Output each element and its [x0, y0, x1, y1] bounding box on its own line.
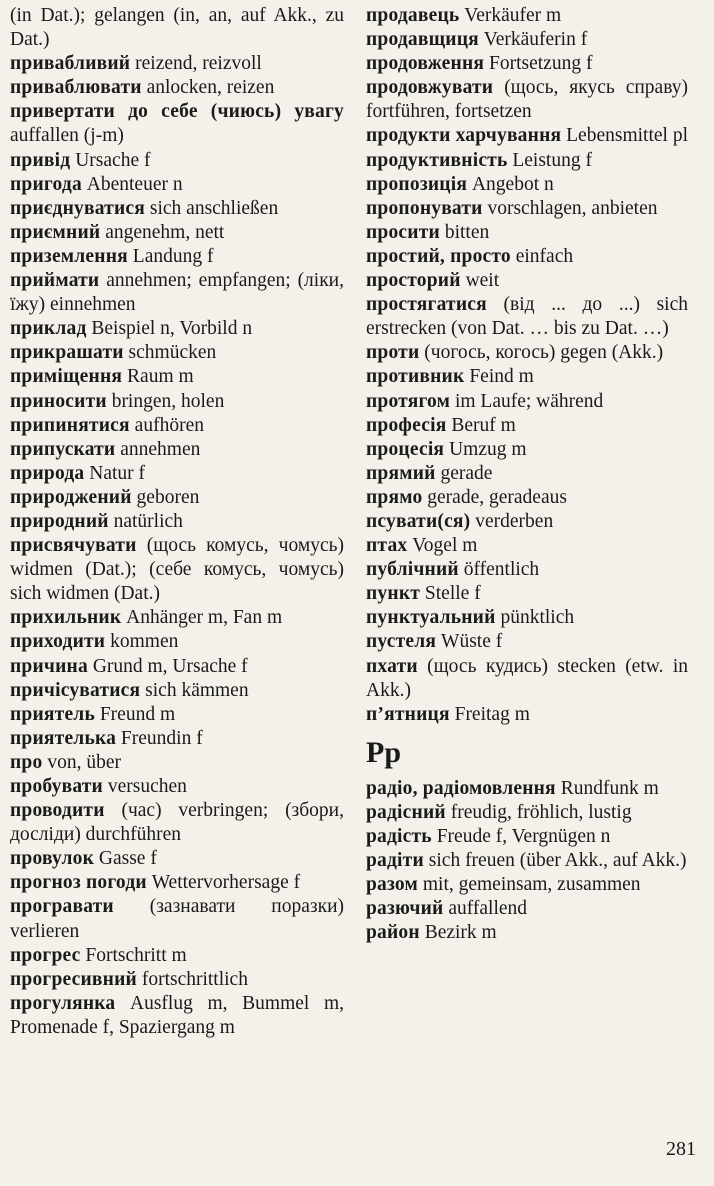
headword: разом — [366, 874, 418, 896]
translation: Verkäufer m — [459, 5, 562, 26]
translation: Beruf m — [446, 414, 516, 436]
translation: öffentlich — [458, 559, 540, 581]
headword: присвячувати — [10, 535, 137, 557]
page-number: 281 — [666, 1138, 696, 1160]
dictionary-entry — [10, 438, 344, 462]
translation: bringen, holen — [106, 390, 225, 412]
headword: простий, просто — [366, 245, 511, 267]
translation: Vogel m — [407, 535, 478, 557]
right-column-entries-r — [366, 777, 688, 946]
headword: пунктуальний — [366, 607, 496, 629]
dictionary-entry — [10, 245, 344, 269]
dictionary-entry — [10, 510, 344, 534]
headword: радіо, радіомовлення — [366, 777, 556, 799]
translation: Natur f — [84, 462, 146, 484]
headword: п’ятниця — [366, 703, 450, 725]
dictionary-entry — [366, 269, 688, 293]
translation: auffallen (j-m) — [10, 125, 124, 147]
section-header: Рр — [366, 735, 402, 769]
headword: пропозиція — [366, 173, 468, 195]
headword: прихильник — [10, 607, 122, 629]
dictionary-entry — [10, 775, 344, 799]
headword: прямий — [366, 462, 436, 484]
headword: прямо — [366, 486, 423, 508]
translation: einfach — [510, 245, 574, 267]
dictionary-entry — [366, 897, 688, 921]
dictionary-entry — [10, 679, 344, 703]
headword: проти — [366, 342, 420, 364]
translation: annehmen; empfangen; (ліки, їжу) einnehmen — [10, 270, 344, 316]
dictionary-entry — [10, 727, 344, 751]
dictionary-entry — [10, 847, 344, 871]
left-column — [10, 4, 344, 1040]
dictionary-entry — [366, 825, 688, 849]
dictionary-entry — [10, 390, 344, 414]
translation: Ausflug m, Bummel m, Promenade f, Spaziergang m — [10, 992, 344, 1038]
headword: програвати — [10, 896, 114, 918]
translation: Abenteuer n — [81, 173, 183, 195]
translation: Raum m — [122, 366, 194, 388]
dictionary-entry — [366, 414, 688, 438]
dictionary-entry — [366, 390, 688, 414]
headword: пункт — [366, 583, 421, 605]
headword: приходити — [10, 631, 106, 653]
dictionary-entry — [366, 438, 688, 462]
translation: Stelle f — [420, 583, 481, 605]
headword: припинятися — [10, 414, 130, 436]
headword: пропонувати — [366, 197, 483, 219]
headword: природний — [10, 510, 109, 532]
translation: angenehm, nett — [100, 221, 225, 243]
dictionary-entry — [10, 414, 344, 438]
dictionary-entry — [10, 871, 344, 895]
headword: протягом — [366, 390, 451, 412]
headword: простягатися — [366, 294, 487, 316]
headword: псувати(ся) — [366, 510, 471, 532]
headword: приєднуватися — [10, 197, 145, 219]
dictionary-entry — [366, 293, 688, 341]
headword: пригода — [10, 173, 82, 195]
right-column — [366, 4, 688, 945]
headword: продовження — [366, 53, 485, 75]
dictionary-entry — [10, 4, 344, 52]
headword: процесія — [366, 438, 445, 460]
headword: продавщиця — [366, 29, 479, 51]
translation: (чогось, когось) gegen (Akk.) — [419, 342, 664, 364]
headword: район — [366, 922, 420, 944]
headword: просити — [366, 221, 440, 243]
dictionary-entry — [366, 462, 688, 486]
dictionary-entry — [10, 895, 344, 943]
translation: Anhänger m, Fan m — [121, 607, 283, 629]
translation: Bezirk m — [419, 922, 497, 944]
translation: von, über — [42, 751, 121, 773]
headword: природа — [10, 462, 85, 484]
dictionary-entry — [366, 4, 688, 28]
headword: пробувати — [10, 776, 103, 797]
headword: публічний — [366, 559, 459, 581]
dictionary-entry — [10, 100, 344, 148]
translation: verderben — [470, 510, 554, 532]
headword: провулок — [10, 848, 94, 870]
translation: (час) verbringen; (збори, досліди) durchführen — [10, 800, 344, 846]
dictionary-entry — [366, 582, 688, 606]
translation: reizend, reizvoll — [130, 53, 262, 75]
dictionary-entry — [10, 655, 344, 679]
translation: Fortsetzung f — [484, 53, 593, 75]
dictionary-entry — [10, 462, 344, 486]
headword: прогрес — [10, 944, 81, 966]
headword: привабливий — [10, 53, 131, 75]
headword: продукти харчування — [366, 125, 562, 147]
headword: приклад — [10, 318, 87, 340]
dictionary-entry — [366, 777, 688, 801]
dictionary-entry — [366, 921, 688, 945]
headword: причина — [10, 655, 88, 677]
dictionary-entry — [366, 534, 688, 558]
dictionary-entry — [366, 510, 688, 534]
headword: противник — [366, 366, 465, 388]
dictionary-entry — [366, 245, 688, 269]
headword: причісуватися — [10, 679, 141, 701]
translation: Freund m — [94, 703, 176, 725]
headword: приміщення — [10, 366, 123, 388]
headword: прогноз погоди — [10, 872, 147, 894]
translation: schmücken — [123, 342, 217, 364]
translation: gerade — [435, 462, 493, 484]
translation: Verkäuferin f — [478, 29, 588, 51]
dictionary-entry — [10, 630, 344, 654]
translation: versuchen — [102, 776, 187, 797]
dictionary-entry — [10, 606, 344, 630]
translation: freudig, fröhlich, lustig — [445, 801, 632, 823]
translation: Wettervorhersage f — [146, 872, 301, 894]
headword: радісний — [366, 801, 446, 823]
dictionary-entry — [366, 655, 688, 703]
dictionary-entry — [366, 28, 688, 52]
translation: Umzug m — [444, 438, 527, 460]
dictionary-entry — [10, 751, 344, 775]
headword: прогресивний — [10, 968, 137, 990]
translation: kommen — [105, 631, 179, 653]
translation: Gasse f — [94, 848, 157, 870]
translation: pünktlich — [495, 607, 575, 629]
translation: (щось кудись) stecken (etw. in Akk.) — [366, 655, 688, 701]
translation: bitten — [439, 221, 490, 243]
translation: (щось, якусь справу) fortführen, fortsetzen — [366, 77, 688, 123]
headword: радіти — [366, 850, 424, 872]
translation: Fortschritt m — [80, 944, 187, 966]
headword: про — [10, 751, 43, 773]
headword: разючий — [366, 898, 444, 920]
translation: Angebot n — [467, 173, 554, 195]
dictionary-entry — [366, 149, 688, 173]
headword: привід — [10, 149, 71, 171]
dictionary-entry — [10, 486, 344, 510]
headword: пустеля — [366, 631, 437, 653]
dictionary-entry — [10, 317, 344, 341]
headword: приятелька — [10, 727, 117, 749]
translation: annehmen — [115, 438, 201, 460]
headword: продуктивність — [366, 149, 508, 171]
translation: Rundfunk m — [555, 777, 659, 799]
translation: weit — [460, 270, 500, 292]
right-column-entries — [366, 4, 688, 727]
dictionary-entry — [366, 124, 688, 148]
headword: просторий — [366, 270, 461, 292]
headword: припускати — [10, 438, 116, 460]
translation: fortschrittlich — [136, 968, 248, 990]
dictionary-entry — [10, 944, 344, 968]
headword: прикрашати — [10, 342, 124, 364]
translation: Freude f, Vergnügen n — [431, 826, 611, 847]
dictionary-entry — [366, 606, 688, 630]
translation: vorschlagen, anbieten — [482, 197, 658, 219]
dictionary-entry — [366, 558, 688, 582]
translation: gerade, geradeaus — [422, 486, 567, 508]
headword: приємний — [10, 221, 101, 243]
translation: Lebensmittel pl — [561, 125, 688, 147]
headword: приймати — [10, 270, 100, 292]
headword: радість — [366, 826, 432, 847]
dictionary-entry — [366, 341, 688, 365]
translation: (щось комусь, чомусь) widmen (Dat.); (себе комусь, чомусь) sich widmen (Dat.) — [10, 535, 344, 605]
translation: auffallend — [443, 898, 528, 920]
dictionary-entry — [366, 630, 688, 654]
dictionary-entry — [366, 801, 688, 825]
translation: Freitag m — [449, 703, 530, 725]
dictionary-entry — [366, 76, 688, 124]
translation: Ursache f — [70, 149, 151, 171]
translation: Feind m — [464, 366, 534, 388]
dictionary-entry — [366, 52, 688, 76]
headword: приземлення — [10, 245, 128, 267]
translation: Freundin f — [116, 727, 203, 749]
translation: Landung f — [127, 245, 214, 267]
headword: природжений — [10, 486, 132, 508]
dictionary-entry — [10, 149, 344, 173]
headword: приятель — [10, 703, 95, 725]
headword: професія — [366, 414, 447, 436]
translation: aufhören — [129, 414, 204, 436]
translation: anlocken, reizen — [141, 77, 275, 99]
headword: проводити — [10, 800, 105, 822]
dictionary-entry — [366, 703, 688, 727]
translation: Leistung f — [507, 149, 592, 171]
dictionary-entry — [10, 992, 344, 1040]
translation: sich freuen (über Akk., auf Akk.) — [423, 850, 687, 872]
dictionary-entry — [10, 799, 344, 847]
translation: (від ... до ...) sich erstrecken (von Dat. … bis zu Dat. …) — [366, 294, 688, 340]
translation: sich anschließen — [145, 197, 279, 219]
dictionary-entry — [366, 221, 688, 245]
translation: mit, gemeinsam, zusammen — [417, 874, 641, 896]
dictionary-entry — [366, 849, 688, 873]
translation: (зазнавати поразки) verlieren — [10, 896, 344, 942]
dictionary-entry — [366, 873, 688, 897]
dictionary-entry — [10, 221, 344, 245]
translation: Grund m, Ursache f — [87, 655, 248, 677]
translation: geboren — [131, 486, 200, 508]
dictionary-entry — [366, 197, 688, 221]
dictionary-entry — [10, 197, 344, 221]
dictionary-entry — [10, 968, 344, 992]
dictionary-entry — [366, 365, 688, 389]
translation: (in Dat.); gelangen (in, an, auf Akk., zu Dat.) — [10, 5, 344, 51]
translation: sich kämmen — [140, 679, 249, 701]
dictionary-entry — [366, 173, 688, 197]
dictionary-entry — [10, 173, 344, 197]
dictionary-entry — [10, 269, 344, 317]
translation: natürlich — [108, 510, 183, 532]
dictionary-entry — [10, 341, 344, 365]
translation: Beispiel n, Vorbild n — [86, 318, 253, 340]
dictionary-entry — [10, 76, 344, 100]
dictionary-entry — [10, 703, 344, 727]
headword: приносити — [10, 390, 107, 412]
dictionary-entry — [10, 534, 344, 606]
headword: птах — [366, 535, 408, 557]
headword: прогулянка — [10, 992, 116, 1014]
headword: продавець — [366, 5, 460, 26]
headword: продовжувати — [366, 77, 494, 99]
headword: приваблювати — [10, 77, 142, 99]
translation: im Laufe; während — [450, 390, 604, 412]
headword: пхати — [366, 655, 418, 677]
dictionary-entry — [366, 486, 688, 510]
dictionary-entry — [10, 365, 344, 389]
translation: Wüste f — [436, 631, 503, 653]
headword: привертати до себе (чиюсь) увагу — [10, 101, 344, 123]
dictionary-entry — [10, 52, 344, 76]
